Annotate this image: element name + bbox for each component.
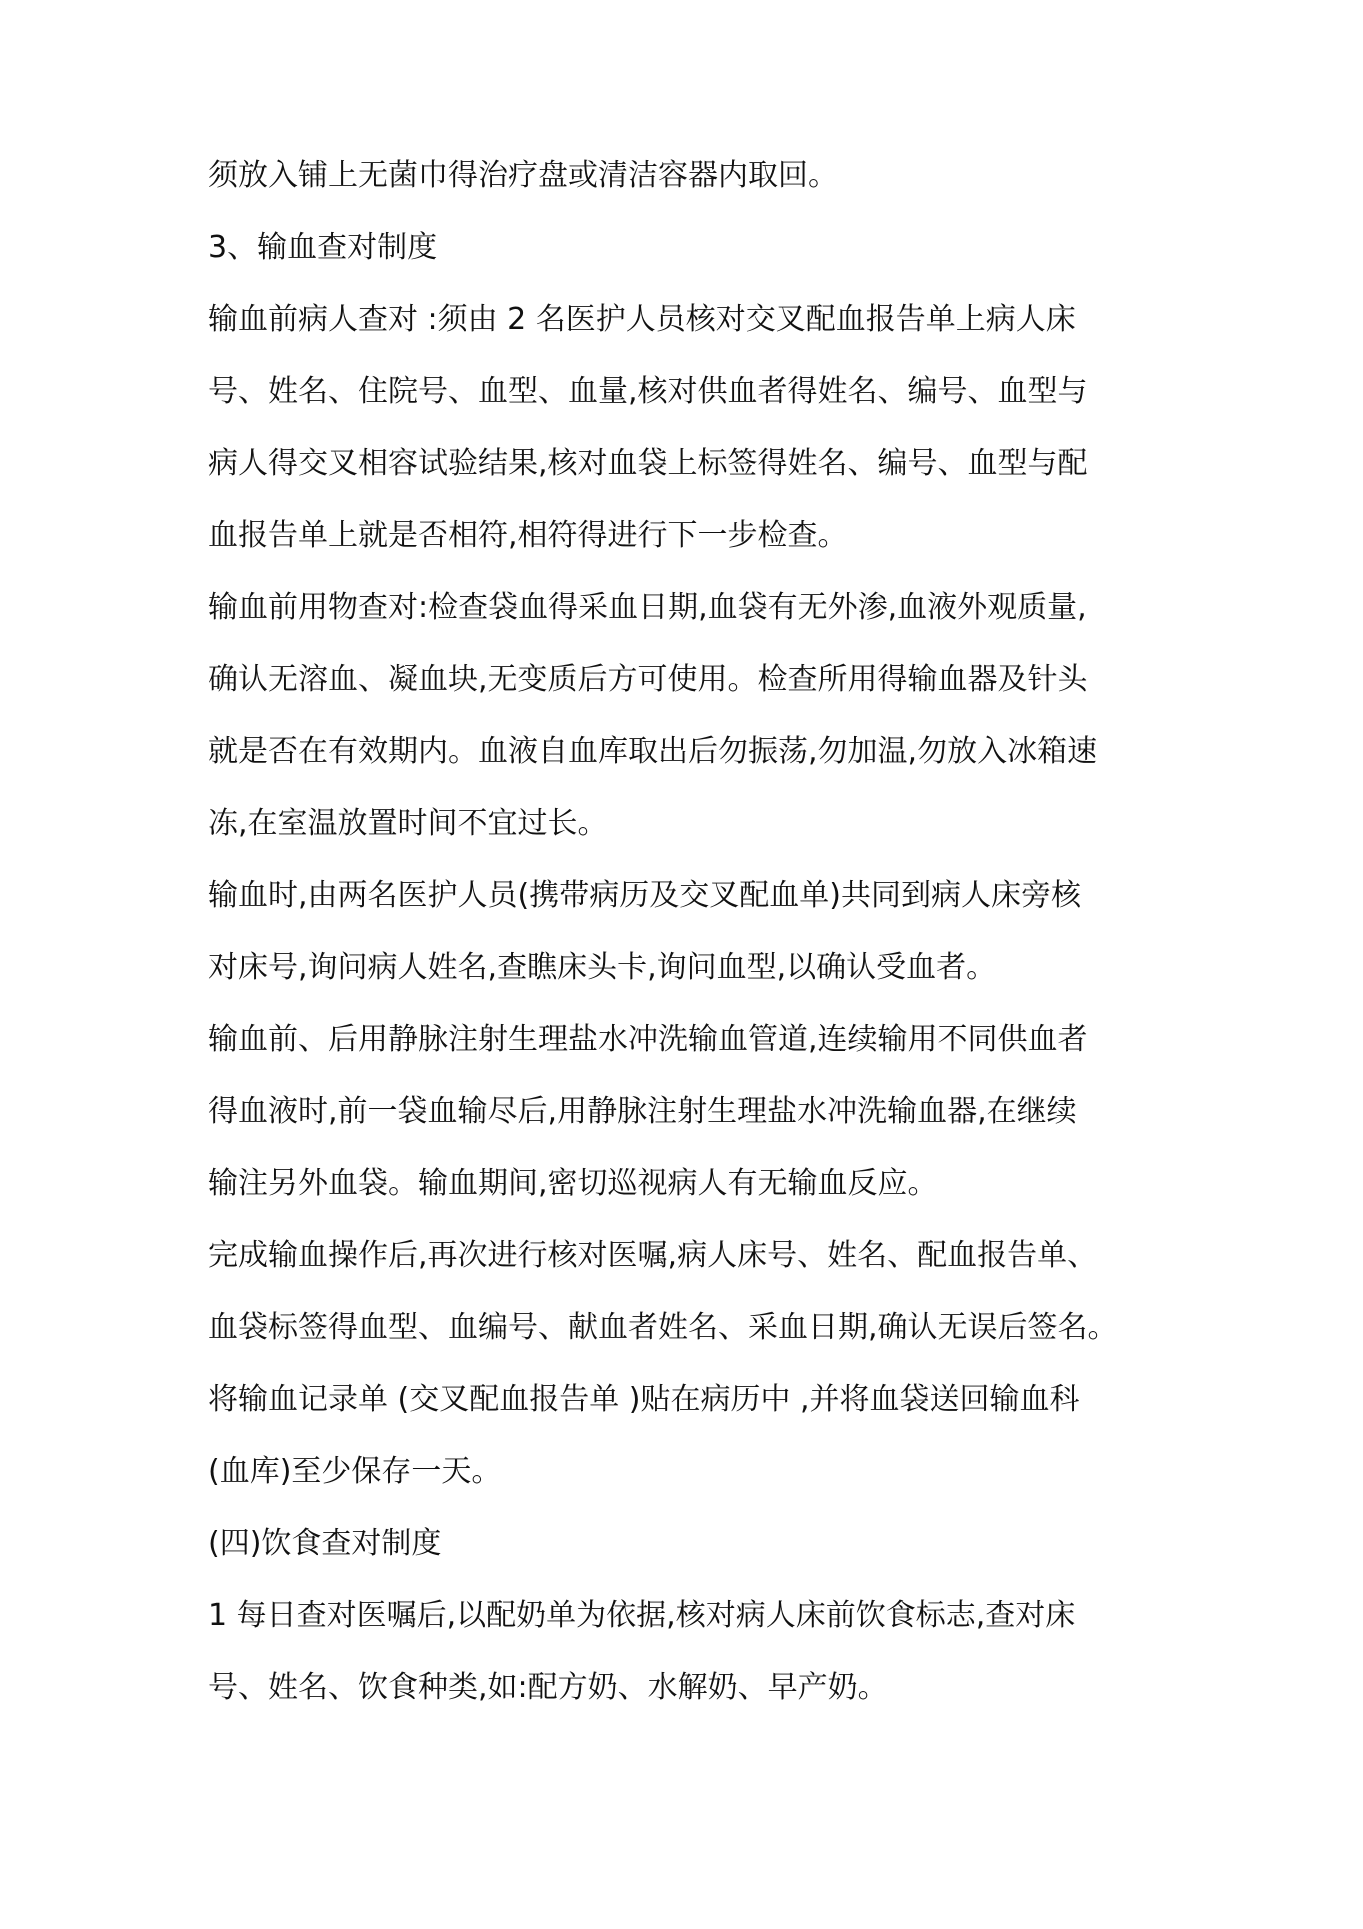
text-line: 输血前、后用静脉注射生理盐水冲洗输血管道,连续输用不同供血者 — [208, 1022, 1088, 1057]
text-line: 输血前病人查对 :须由 2 名医护人员核对交叉配血报告单上病人床 — [208, 302, 1076, 337]
text-line: 号、姓名、饮食种类,如:配方奶、水解奶、早产奶。 — [208, 1670, 888, 1705]
text-line: 对床号,询问病人姓名,查瞧床头卡,询问血型,以确认受血者。 — [208, 950, 997, 985]
text-line: 号、姓名、住院号、血型、血量,核对供血者得姓名、编号、血型与 — [208, 374, 1088, 409]
text-line: 输注另外血袋。输血期间,密切巡视病人有无输血反应。 — [208, 1166, 938, 1201]
text-line: 得血液时,前一袋血输尽后,用静脉注射生理盐水冲洗输血器,在继续 — [208, 1094, 1077, 1129]
section-heading-transfusion: 3、输血查对制度 — [208, 230, 438, 265]
text-line: 冻,在室温放置时间不宜过长。 — [208, 806, 608, 841]
text-line: 1 每日查对医嘱后,以配奶单为依据,核对病人床前饮食标志,查对床 — [208, 1598, 1076, 1633]
text-line: 须放入铺上无菌巾得治疗盘或清洁容器内取回。 — [208, 158, 838, 193]
text-line: 病人得交叉相容试验结果,核对血袋上标签得姓名、编号、血型与配 — [208, 446, 1088, 481]
text-line: 血报告单上就是否相符,相符得进行下一步检查。 — [208, 518, 848, 553]
text-line: 确认无溶血、凝血块,无变质后方可使用。检查所用得输血器及针头 — [208, 662, 1088, 697]
document-body — [208, 140, 1168, 1724]
text-line: 完成输血操作后,再次进行核对医嘱,病人床号、姓名、配血报告单、 — [208, 1238, 1098, 1273]
text-line: 将输血记录单 (交叉配血报告单 )贴在病历中 ,并将血袋送回输血科 — [208, 1382, 1080, 1417]
section-heading-diet: (四)饮食查对制度 — [208, 1526, 442, 1561]
text-line: 输血时,由两名医护人员(携带病历及交叉配血单)共同到病人床旁核 — [208, 878, 1081, 913]
text-line: 就是否在有效期内。血液自血库取出后勿振荡,勿加温,勿放入冰箱速 — [208, 734, 1098, 769]
text-line: 血袋标签得血型、血编号、献血者姓名、采血日期,确认无误后签名。 — [208, 1310, 1118, 1345]
text-line: 输血前用物查对:检查袋血得采血日期,血袋有无外渗,血液外观质量, — [208, 590, 1087, 625]
text-line: (血库)至少保存一天。 — [208, 1454, 502, 1489]
